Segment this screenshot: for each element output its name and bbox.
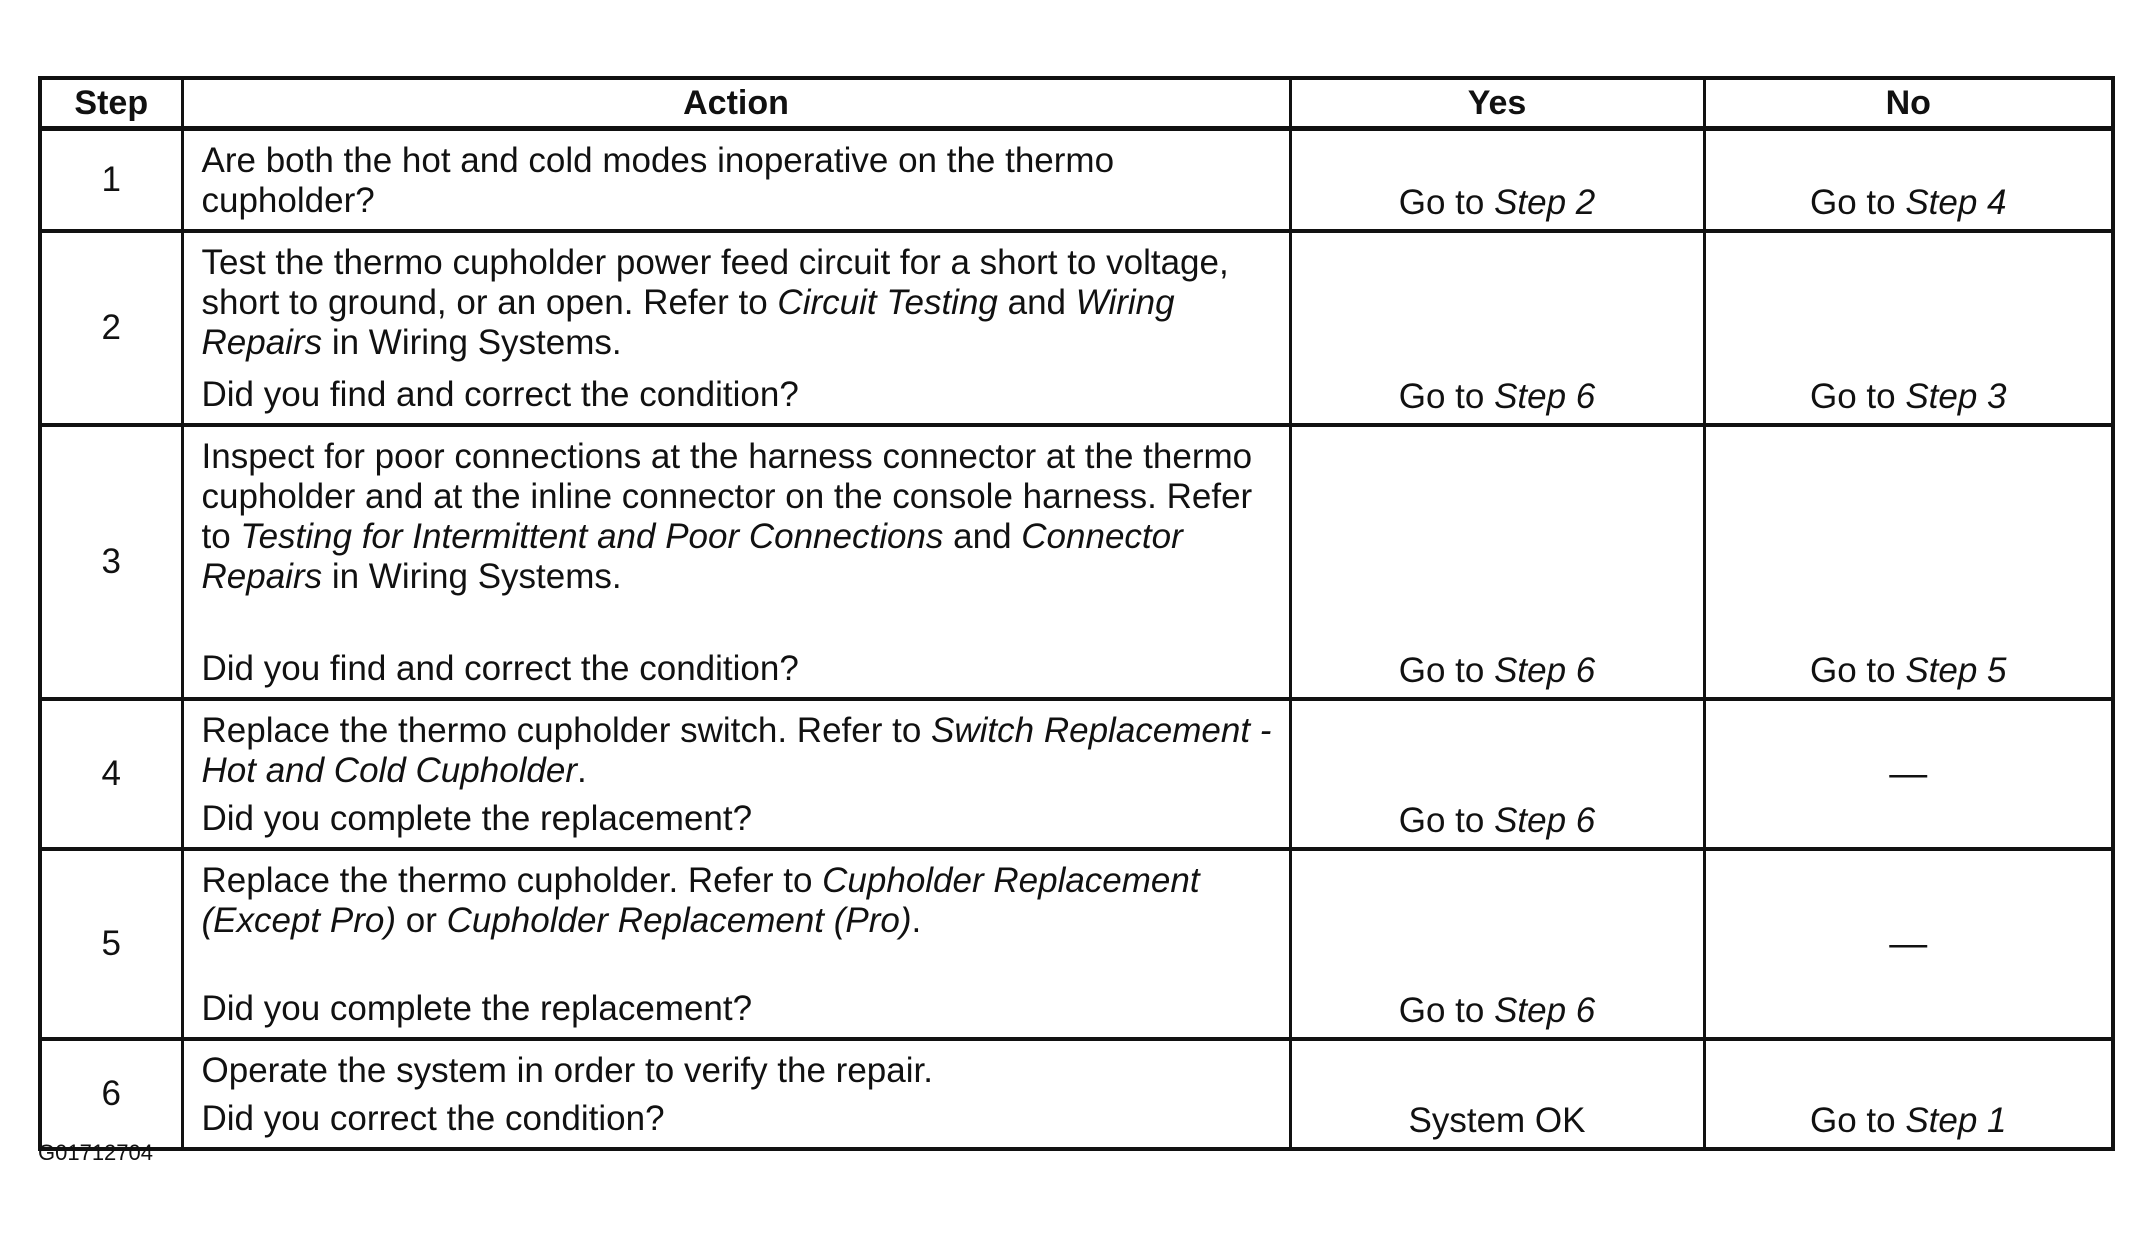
reference-link-text: Circuit Testing bbox=[777, 283, 998, 322]
table-row bbox=[40, 849, 2113, 1039]
reference-link-text: Cupholder Replacement (Pro) bbox=[446, 901, 912, 940]
step-number: 4 bbox=[40, 699, 182, 849]
action-text bbox=[202, 437, 1275, 597]
yes-result bbox=[1290, 849, 1704, 1039]
action-text-segment: Replace the thermo cupholder switch. Refer to bbox=[201, 711, 932, 750]
action-cell bbox=[182, 1039, 1290, 1149]
header-no: No bbox=[1704, 78, 2113, 129]
no-result bbox=[1704, 425, 2113, 699]
action-text-segment: in Wiring Systems. bbox=[322, 557, 622, 596]
header-action: Action bbox=[182, 78, 1290, 129]
no-prefix: Go to bbox=[1809, 183, 1906, 222]
no-step-ref: Step 4 bbox=[1905, 183, 2007, 222]
yes-step-ref: Step 2 bbox=[1494, 183, 1596, 222]
no-result bbox=[1704, 231, 2113, 425]
action-text bbox=[202, 861, 1275, 941]
reference-link-text: Connector Repairs bbox=[201, 517, 1183, 596]
reference-link-text: Wiring Repairs bbox=[201, 283, 1175, 362]
yes-result bbox=[1290, 425, 1704, 699]
table-row bbox=[40, 425, 2113, 699]
action-question: Did you complete the replacement? bbox=[201, 799, 753, 838]
yes-prefix: Go to bbox=[1398, 651, 1495, 690]
action-text-segment: . bbox=[911, 901, 922, 940]
yes-result bbox=[1290, 1039, 1704, 1149]
action-text-segment: Test the thermo cupholder power feed circuit for a short to voltage, short to ground, or an open. Refer to bbox=[201, 243, 1229, 322]
yes-step-ref: Step 6 bbox=[1494, 801, 1596, 840]
no-prefix: Go to bbox=[1809, 1101, 1906, 1140]
table-row bbox=[40, 129, 2113, 232]
yes-prefix: System OK bbox=[1408, 1101, 1586, 1140]
action-cell bbox=[182, 231, 1290, 425]
diagnostic-table bbox=[38, 76, 2115, 1151]
no-result bbox=[1704, 849, 2113, 1039]
yes-prefix: Go to bbox=[1398, 183, 1495, 222]
yes-prefix: Go to bbox=[1398, 377, 1495, 416]
action-text-segment: and bbox=[943, 517, 1022, 556]
action-text-segment: or bbox=[396, 901, 447, 940]
yes-prefix: Go to bbox=[1398, 991, 1495, 1030]
step-number: 6 bbox=[40, 1039, 182, 1149]
step-number: 1 bbox=[40, 129, 182, 232]
action-text bbox=[202, 243, 1275, 363]
figure-id: G01712704 bbox=[38, 1140, 153, 1165]
no-step-ref: Step 3 bbox=[1905, 377, 2007, 416]
no-step-ref: Step 5 bbox=[1905, 651, 2007, 690]
table-row bbox=[40, 699, 2113, 849]
action-text-segment: . bbox=[577, 751, 587, 790]
no-step-ref: Step 1 bbox=[1905, 1101, 2007, 1140]
no-result bbox=[1704, 699, 2113, 849]
yes-result bbox=[1290, 231, 1704, 425]
action-text-segment: in Wiring Systems. bbox=[322, 323, 622, 362]
reference-link-text: Cupholder Replacement (Except Pro) bbox=[201, 861, 1200, 940]
yes-result bbox=[1290, 699, 1704, 849]
table-row bbox=[40, 231, 2113, 425]
no-result bbox=[1704, 1039, 2113, 1149]
yes-step-ref: Step 6 bbox=[1494, 377, 1596, 416]
action-text bbox=[202, 141, 1275, 221]
action-cell bbox=[182, 129, 1290, 232]
header-step: Step bbox=[40, 78, 182, 129]
action-text bbox=[202, 1051, 1275, 1091]
reference-link-text: Switch Replacement - Hot and Cold Cupholder bbox=[201, 711, 1272, 790]
action-cell bbox=[182, 699, 1290, 849]
step-number: 3 bbox=[40, 425, 182, 699]
table-header-row bbox=[40, 78, 2113, 129]
action-question: Did you find and correct the condition? bbox=[201, 375, 799, 414]
action-cell bbox=[182, 425, 1290, 699]
no-prefix: Go to bbox=[1809, 651, 1906, 690]
no-dash: — bbox=[1889, 753, 1928, 795]
action-question: Did you find and correct the condition? bbox=[201, 649, 799, 688]
action-question: Did you complete the replacement? bbox=[201, 989, 753, 1028]
yes-prefix: Go to bbox=[1398, 801, 1495, 840]
reference-link-text: Testing for Intermittent and Poor Connections bbox=[240, 517, 944, 556]
action-question: Did you correct the condition? bbox=[201, 1099, 665, 1138]
step-number: 5 bbox=[40, 849, 182, 1039]
yes-step-ref: Step 6 bbox=[1494, 651, 1596, 690]
step-number: 2 bbox=[40, 231, 182, 425]
action-text-segment: and bbox=[997, 283, 1076, 322]
no-prefix: Go to bbox=[1809, 377, 1906, 416]
yes-result bbox=[1290, 129, 1704, 232]
no-result bbox=[1704, 129, 2113, 232]
action-text-segment: Replace the thermo cupholder. Refer to bbox=[201, 861, 823, 900]
yes-step-ref: Step 6 bbox=[1494, 991, 1596, 1030]
action-cell bbox=[182, 849, 1290, 1039]
action-text bbox=[202, 711, 1275, 791]
action-text-segment: Are both the hot and cold modes inoperative on the thermo cupholder? bbox=[201, 141, 1115, 220]
table-row bbox=[40, 1039, 2113, 1149]
no-dash: — bbox=[1889, 923, 1928, 965]
header-yes: Yes bbox=[1290, 78, 1704, 129]
action-text-segment: Inspect for poor connections at the harness connector at the thermo cupholder and at the inline connector on the console harness. Refer to bbox=[201, 437, 1253, 556]
action-text-segment: Operate the system in order to verify the repair. bbox=[201, 1051, 933, 1090]
